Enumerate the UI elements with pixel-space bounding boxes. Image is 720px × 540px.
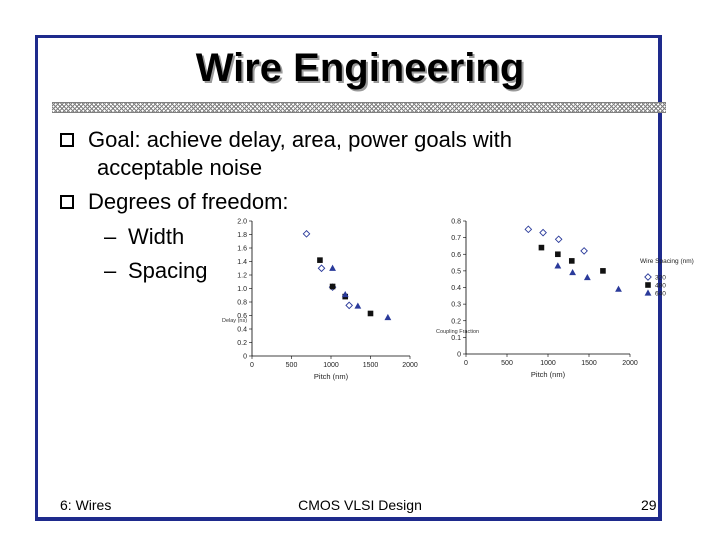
data-point-640 xyxy=(554,262,561,268)
data-point-320 xyxy=(555,236,561,242)
data-point-640 xyxy=(569,269,576,275)
legend-title: Wire Spacing (nm) xyxy=(640,258,694,265)
data-point-320 xyxy=(303,231,309,237)
y-tick-label: 2.0 xyxy=(237,218,247,226)
x-tick-label: 2000 xyxy=(622,360,638,367)
x-tick-label: 1000 xyxy=(323,362,339,369)
y-tick-label: 0 xyxy=(243,353,247,361)
data-point-320 xyxy=(318,265,324,271)
x-tick-label: 500 xyxy=(501,360,513,367)
y-tick-label: 1.2 xyxy=(237,272,247,280)
legend-label-320: 320 xyxy=(655,274,666,282)
x-tick-label: 500 xyxy=(285,362,298,369)
data-point-640 xyxy=(584,274,591,280)
y-tick-label: 0.2 xyxy=(237,340,247,347)
y-tick-label: 0.2 xyxy=(451,318,461,326)
data-point-640 xyxy=(384,314,391,320)
bullet-goal-continuation: acceptable noise xyxy=(97,155,263,180)
x-axis-label: Pitch (nm) xyxy=(530,370,566,379)
dash-bullet-icon: – xyxy=(104,224,117,249)
footer-page-number: 29 xyxy=(641,497,657,513)
data-point-480 xyxy=(539,245,545,251)
x-axis-label: Pitch (nm) xyxy=(313,372,349,381)
y-tick-label: 0.6 xyxy=(237,313,247,320)
legend-marker-480 xyxy=(645,282,651,288)
y-tick-label: 0.8 xyxy=(451,218,461,226)
data-point-480 xyxy=(330,284,336,290)
legend-label-640: 640 xyxy=(655,290,666,298)
y-tick-label: 0.4 xyxy=(451,285,461,292)
y-tick-label: 0.8 xyxy=(237,299,247,307)
y-tick-label: 1.8 xyxy=(237,232,247,239)
y-axis-label: Coupling Fraction xyxy=(436,329,480,335)
x-tick-label: 1500 xyxy=(362,362,379,369)
y-tick-label: 1.6 xyxy=(237,245,247,253)
bullet-text: Goal: achieve delay, area, power goals with xyxy=(88,127,512,152)
legend-label-480: 480 xyxy=(655,282,666,290)
data-point-640 xyxy=(354,302,361,308)
data-point-480 xyxy=(368,311,374,317)
y-tick-label: 1.0 xyxy=(237,286,247,293)
x-tick-label: 1000 xyxy=(540,360,556,367)
slide-title: Wire Engineering xyxy=(195,46,525,90)
data-point-480 xyxy=(317,257,323,263)
data-point-640 xyxy=(329,265,336,271)
data-point-320 xyxy=(581,248,587,254)
y-tick-label: 0.1 xyxy=(451,334,461,342)
sub-bullet-text: Width xyxy=(128,224,185,249)
legend-marker-640 xyxy=(645,289,652,295)
y-tick-label: 0.3 xyxy=(451,301,461,309)
data-point-640 xyxy=(615,286,622,292)
y-axis-label: Delay (ns) xyxy=(222,318,248,324)
y-tick-label: 0.6 xyxy=(451,251,461,259)
y-tick-label: 0.4 xyxy=(237,326,247,334)
data-point-320 xyxy=(540,229,546,235)
x-tick-label: 1500 xyxy=(581,360,597,367)
data-point-480 xyxy=(600,268,606,274)
y-tick-label: 1.4 xyxy=(237,259,247,266)
y-tick-label: 0.7 xyxy=(451,235,461,243)
data-point-480 xyxy=(555,251,561,257)
sub-bullet-text: Spacing xyxy=(128,258,208,283)
dash-bullet-icon: – xyxy=(104,258,117,283)
legend-marker-320 xyxy=(645,274,651,280)
x-tick-label: 2000 xyxy=(402,362,418,369)
footer-course: CMOS VLSI Design xyxy=(298,497,422,513)
x-tick-label: 0 xyxy=(250,362,254,369)
data-point-480 xyxy=(569,258,575,264)
y-tick-label: 0.5 xyxy=(451,268,461,276)
data-point-320 xyxy=(525,226,531,232)
y-tick-label: 0 xyxy=(457,351,461,359)
x-tick-label: 0 xyxy=(464,360,468,367)
bullet-text: Degrees of freedom: xyxy=(88,189,289,214)
data-point-320 xyxy=(346,302,352,308)
footer-section: 6: Wires xyxy=(60,497,112,513)
